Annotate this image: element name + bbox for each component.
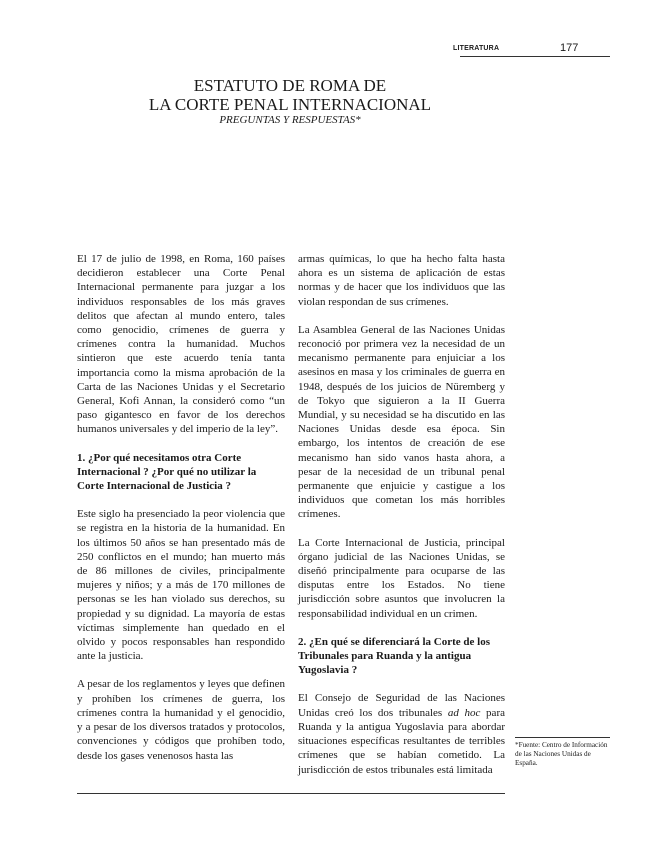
italic-term: ad hoc	[447, 706, 481, 719]
footnote: *Fuente: Centro de Información de las Naciones Unidas de España.	[515, 741, 608, 768]
bottom-rule	[77, 793, 505, 794]
section-heading-1: 1. ¿Por qué necesitamos otra Corte Internacional ? ¿Por qué no utilizar la Corte Internacional de Justicia ?	[77, 451, 257, 493]
body-paragraph: armas químicas, lo que ha hecho falta hasta ahora es un sistema de aplicación de estas normas y de hacer que los individuos que las violan respondan de sus crímenes.	[298, 253, 505, 308]
right-column	[298, 252, 505, 791]
body-paragraph: Este siglo ha presenciado la peor violencia que se registra en la historia de la humanidad. En los últimos 50 años se han presentado más de 250 conflictos en el mundo; han muerto más de 86 millones de civiles, principalmente mujeres y niños; y a más de 170 millones de personas se les han violado sus derechos, su propiedad y su dignidad. La mayoría de estas víctimas simplemente han quedado en el olvido y pocos responsables han respondido ante la justicia.	[77, 508, 285, 663]
footnote-rule	[515, 737, 610, 738]
section-heading-2: 2. ¿En qué se diferenciará la Corte de los Tribunales para Ruanda y la antigua Yugoslavia ?	[298, 635, 490, 677]
text-run: El Consejo de Seguridad de las Naciones Unidas creó los dos tribunales	[298, 692, 505, 719]
article-title-line-2: LA CORTE PENAL INTERNACIONAL	[148, 95, 432, 114]
body-paragraph: A pesar de los reglamentos y leyes que definen y prohíben los crímenes de guerra, los crímenes contra la humanidad y el genocidio, y a pesar de los diversos tratados y protocolos, convenciones y códigos que prohíben todo, desde los gases venenosos hasta las	[77, 678, 285, 762]
left-column	[77, 252, 285, 777]
body-paragraph	[298, 691, 505, 776]
article-subtitle: PREGUNTAS Y RESPUESTAS*	[219, 114, 361, 126]
intro-paragraph: El 17 de julio de 1998, en Roma, 160 países decidieron establecer una Corte Penal Internacional permanente para juzgar a los individuos responsables de los más graves delitos que afectan al mundo entero, tales como genocidio, crímenes de guerra y crímenes contra la humanidad. Muchos sintieron que este acuerdo tenía tanta importancia como la misma aprobación de la Carta de las Naciones Unidas y el Secretario General, Kofi Annan, la consideró como “un paso gigantesco en favor de los derechos humanos universales y del imperio de la ley”.	[77, 253, 285, 436]
header-rule	[460, 56, 610, 57]
text-run: para Ruanda y la antigua Yugoslavia para abordar situaciones específicas resultantes de terribles crímenes que se habían cometido. La jurisdicción de estos tribunales está limitada	[298, 706, 505, 776]
page-number: 177	[560, 42, 579, 54]
running-head: LITERATURA	[453, 45, 500, 52]
body-paragraph: La Corte Internacional de Justicia, principal órgano judicial de las Naciones Unidas, se diseñó principalmente para ocuparse de las disputas entre los Estados. No tiene jurisdicción sobre asuntos que involucren la responsabilidad individual en un crimen.	[298, 536, 505, 620]
body-paragraph: La Asamblea General de las Naciones Unidas reconoció por primera vez la necesidad de un mecanismo permanente para enjuiciar a los asesinos en masa y los criminales de guerra en 1948, después de los juicios de Nüremberg y de Tokyo que siguieron a la II Guerra Mundial, y su necesidad se ha discutido en las Naciones Unidas desde esa época. Sin embargo, los intentos de creación de ese mecanismo han sido vanos hasta ahora, a pesar de la necesidad de un tribunal penal permanente que enjuicie y castigue a los individuos que cometan los más horribles crímenes.	[298, 323, 505, 521]
article-title	[80, 76, 500, 114]
article-title-line-1: ESTATUTO DE ROMA DE	[193, 76, 387, 95]
